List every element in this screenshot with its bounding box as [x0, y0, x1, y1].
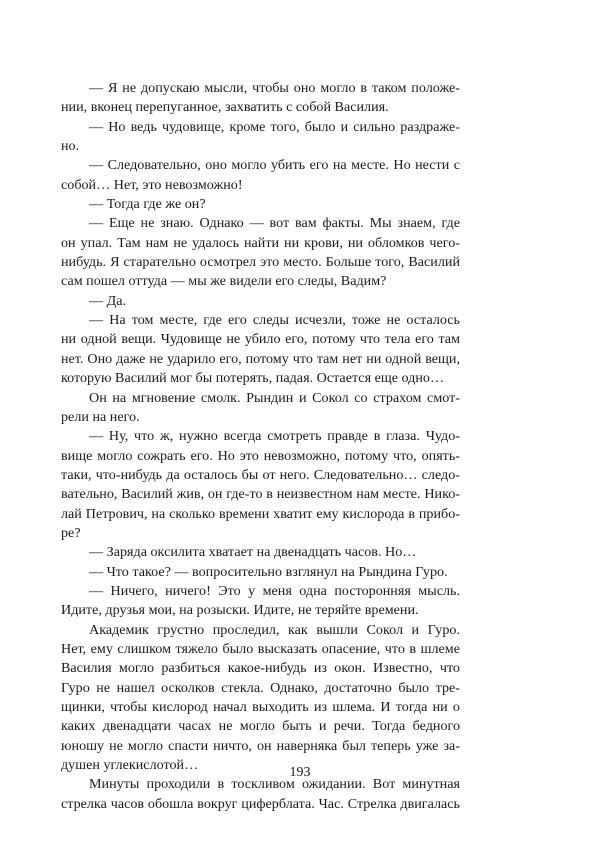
text-line: таки, что-нибудь да осталось бы от него. Следовательно… следо-: [61, 466, 460, 483]
body-text: [61, 79, 460, 814]
text-line: Гуро не нашел осколков стекла. Однако, достаточно было тре-: [61, 679, 460, 696]
text-line: Он на мгновение смолк. Рындин и Сокол со страхом смот-: [89, 389, 460, 406]
text-line: — Что такое? — вопросительно взглянул на Рындина Гуро.: [89, 563, 448, 580]
text-line: каких двенадцати часах не могло быть и речи. Тогда бедного: [61, 718, 460, 735]
text-line: лай Петрович, на сколько времени хватит ему кислорода в прибо-: [61, 505, 460, 522]
text-line: стрелка часов обошла вокруг циферблата. Час. Стрелка двигалась: [61, 795, 460, 812]
text-line: Академик грустно проследил, как вышли Сокол и Гуро.: [89, 621, 460, 638]
text-line: — Но ведь чудовище, кроме того, было и сильно раздраже-: [89, 118, 460, 135]
text-line: нибудь. Я старательно осмотрел это место. Больше того, Василий: [61, 254, 460, 271]
text-line: ре?: [61, 524, 81, 541]
text-line: — На том месте, где его следы исчезли, тоже не осталось: [89, 312, 460, 329]
text-line: он упал. Там нам не удалось найти ни крови, ни обломков чего-: [61, 234, 460, 251]
page-number: 193: [289, 765, 311, 780]
text-line: — Еще не знаю. Однако — вот вам факты. Мы знаем, где: [89, 215, 460, 232]
text-line: Идите, друзья мои, на розыски. Идите, не теряйте времени.: [61, 602, 419, 619]
text-line: — Заряда оксилита хватает на двенадцать часов. Но…: [89, 544, 417, 561]
text-line: — Да.: [89, 292, 127, 309]
text-line: душен углекислотой…: [61, 757, 199, 774]
text-line: щинки, чтобы кислород начал выходить из шлема. И тогда ни о: [61, 699, 460, 715]
text-line: вательно, Василий жив, он где-то в неизвестном нам месте. Нико-: [61, 486, 460, 503]
text-line: которую Василий мог бы потерять, падая. Остается еще одно…: [61, 370, 445, 387]
text-line: но.: [61, 138, 80, 155]
text-line: юношу не могло спасти ничто, он наверняка был теперь уже за-: [61, 737, 460, 754]
text-line: — Следовательно, оно могло убить его на месте. Но нести с: [89, 157, 460, 174]
text-line: — Я не допускаю мысли, чтобы оно могло в таком положе-: [89, 80, 460, 96]
text-line: сам пошел оттуда — мы же видели его следы, Вадим?: [61, 273, 387, 290]
text-line: нет. Оно даже не ударило его, потому что там нет ни одной вещи,: [61, 350, 460, 367]
text-line: вище могло сожрать его. Но это невозможно, потому что, опять-: [61, 447, 460, 464]
text-line: нии, вконец перепуганное, захватить с собой Василия.: [61, 99, 389, 116]
text-line: Нет, ему слишком тяжело было высказать опасение, что в шлеме: [61, 640, 460, 657]
text-line: — Ну, что ж, нужно всегда смотреть правде в глаза. Чудо-: [89, 428, 460, 445]
text-line: Минуты проходили в тоскливом ожидании. Вот минутная: [89, 776, 460, 793]
text-line: собой… Нет, это невозможно!: [61, 176, 243, 193]
text-line: ни одной вещи. Чудовище не убило его, потому что тела его там: [61, 331, 460, 348]
text-line: рели на него.: [61, 408, 140, 425]
text-line: — Ничего, ничего! Это у меня одна посторонняя мысль.: [89, 582, 460, 599]
text-line: Василия могло разбиться какое-нибудь из окон. Известно, что: [61, 660, 460, 677]
text-line: — Тогда где же он?: [89, 196, 206, 213]
